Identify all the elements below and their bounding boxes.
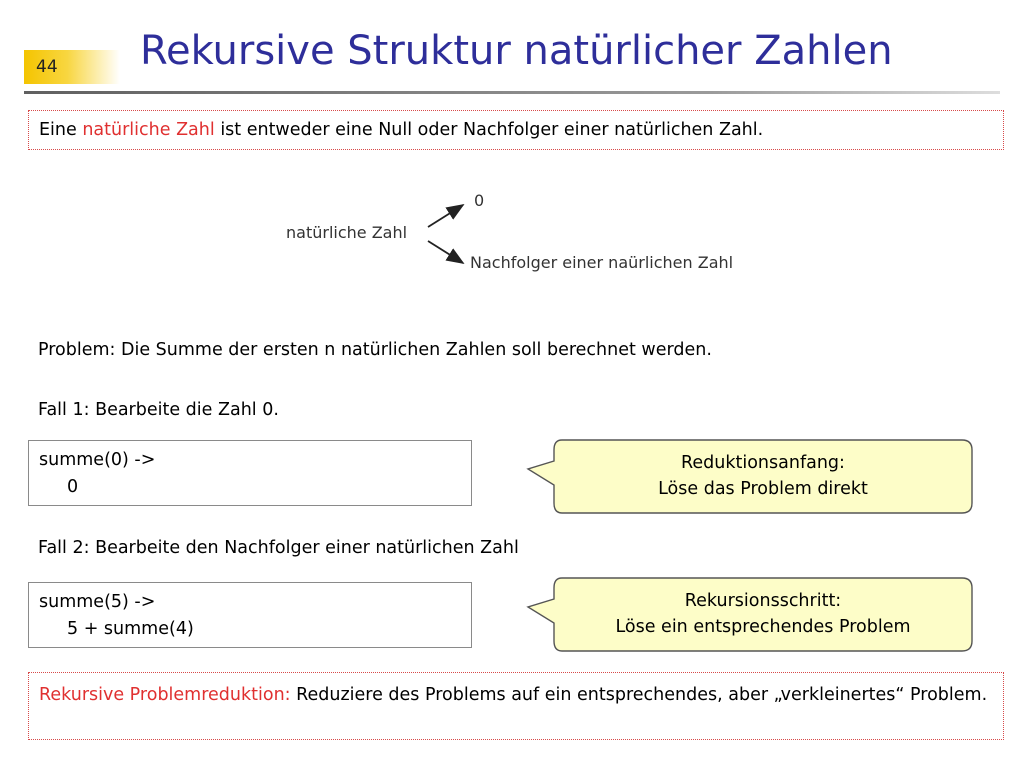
diagram-successor-label: Nachfolger einer naürlichen Zahl: [470, 253, 734, 272]
arrow-to-zero: [428, 205, 463, 227]
diagram-root-label: natürliche Zahl: [286, 223, 408, 242]
case1-callout-body: Löse das Problem direkt: [658, 479, 868, 499]
definition-suffix: ist entweder eine Null oder Nachfolger einer natürlichen Zahl.: [214, 120, 764, 140]
case2-code-box: [28, 582, 472, 648]
case2-callout: [526, 577, 974, 653]
title-divider: [24, 91, 1000, 94]
case1-callout-title: Reduktionsanfang:: [681, 453, 845, 473]
definition-prefix: Eine: [39, 120, 83, 140]
case1-callout-text: [554, 439, 972, 513]
case2-heading: Fall 2: Bearbeite den Nachfolger einer natürlichen Zahl: [38, 538, 519, 558]
case2-callout-title: Rekursionsschritt:: [684, 591, 842, 611]
case1-callout: [526, 439, 974, 515]
case1-code-line2: 0: [67, 477, 79, 497]
case1-code-line1: summe(0) ->: [39, 450, 156, 470]
recursion-diagram: [280, 185, 780, 280]
case2-code-line1: summe(5) ->: [39, 592, 156, 612]
slide-number-badge: [24, 50, 120, 84]
case1-code-box: [28, 440, 472, 506]
case2-callout-text: [554, 577, 972, 651]
definition-text: [39, 120, 763, 140]
case2-code-line2: 5 + summe(4): [67, 619, 194, 639]
page-title: Rekursive Struktur natürlicher Zahlen: [140, 28, 893, 74]
problem-text: Problem: Die Summe der ersten n natürlichen Zahlen soll berechnet werden.: [38, 340, 712, 360]
slide-number: 44: [36, 57, 58, 77]
summary-box: [28, 672, 1004, 740]
definition-box: [28, 110, 1004, 150]
arrow-to-successor: [428, 241, 463, 263]
case2-callout-body: Löse ein entsprechendes Problem: [615, 617, 911, 637]
definition-highlight: natürliche Zahl: [82, 120, 215, 140]
diagram-zero-label: 0: [474, 191, 485, 210]
case1-heading: Fall 1: Bearbeite die Zahl 0.: [38, 400, 279, 420]
summary-body: Reduziere des Problems auf ein entsprechendes, aber „verkleinertes“ Problem.: [290, 685, 988, 705]
summary-highlight: Rekursive Problemreduktion:: [39, 685, 291, 705]
summary-text: [39, 681, 989, 709]
